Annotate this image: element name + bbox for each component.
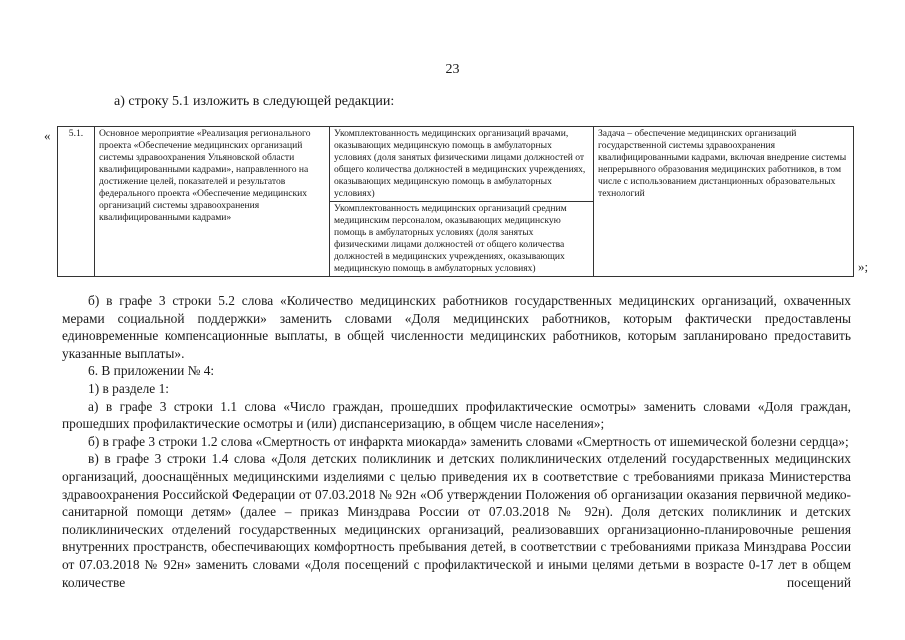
amendment-table: [57, 126, 854, 277]
paragraph-v-1-4: в) в графе 3 строки 1.4 слова «Доля детских поликлиник и детских поликлинических отделений государственных медицинских организаций, дооснащённых медицинскими изделиями с целью приведения их в соответствие с требованиями приказа Министерства здравоохранения Российской Федерации от 07.03.2018 № 92н «Об утверждении Положения об организации оказания первичной медико-санитарной помощи детям» (далее – приказ Минздрава России от 07.03.2018 № 92н). Доля детских поликлиник и детских поликлинических отделений государственных медицинских организаций, реализовавших организационно-планировочные решения внутренних пространств, обеспечивающих комфортность пребывания детей, в соответствии с требованиями приказа Минздрава России от 07.03.2018 № 92н» заменить словами «Доля посещений с профилактической и иными целями детьми в возрасте 0-17 лет в общем количестве посещений: [62, 451, 851, 590]
paragraph-a-1-1: а) в графе 3 строки 1.1 слова «Число граждан, прошедших профилактические осмотры» заменить словами «Доля граждан, прошедших профилактические осмотры и (или) диспансеризацию, в общем числе населения»;: [62, 398, 851, 432]
indicators-cell: [330, 127, 594, 277]
activity-cell: Основное мероприятие «Реализация регионального проекта «Обеспечение медицинских организаций системы здравоохранения Ульяновской области квалифицированными кадрами», направленного на достижение целей, показателей и результатов федерального проекта «Обеспечение медицинских организаций системы здравоохранения квалифицированными кадрами»: [95, 127, 330, 277]
indicator-doctors: Укомплектованность медицинских организаций врачами, оказывающих медицинскую помощь в амбулаторных условиях (доля занятых физическими лицами должностей от общего количества должностей в медицинских учреждениях, оказывающих медицинскую помощь в амбулаторных условиях): [330, 127, 593, 202]
row-number-cell: 5.1.: [58, 127, 95, 277]
task-cell: Задача – обеспечение медицинских организаций государственной системы здравоохранения квалифицированными кадрами, включая внедрение системы непрерывного образования медицинских работников, в том числе с использованием дистанционных образовательных технологий: [594, 127, 854, 277]
quote-open: «: [44, 128, 51, 143]
paragraph-b-1-2: б) в графе 3 строки 1.2 слова «Смертность от инфаркта миокарда» заменить словами «Смертность от ишемической болезни сердца»;: [88, 433, 849, 449]
indicator-nurses: Укомплектованность медицинских организаций средним медицинским персоналом, оказывающих медицинскую помощь в амбулаторных условиях (доля занятых физическими лицами должностей от общего количества должностей в медицинских учреждениях, оказывающих медицинскую помощь в амбулаторных условиях): [334, 203, 567, 274]
table-row: [58, 127, 854, 277]
paragraph-section-6: 6. В приложении № 4:: [88, 363, 215, 379]
quote-close: »;: [858, 259, 869, 274]
paragraph-section-1: 1) в разделе 1:: [88, 380, 170, 396]
page-number: 23: [445, 62, 460, 77]
paragraph-b: б) в графе 3 строки 5.2 слова «Количество медицинских работников государственных медицинских организаций, охваченных мерами социальной поддержки» заменить словами «Доля медицинских работников, которым фактически предоставлены единовременные компенсационные выплаты, в общей численности медицинских работников, которым запланировано предоставить указанные выплаты».: [62, 293, 851, 361]
body-text: [62, 292, 851, 591]
intro-line: а) строку 5.1 изложить в следующей редакции:: [114, 94, 395, 109]
